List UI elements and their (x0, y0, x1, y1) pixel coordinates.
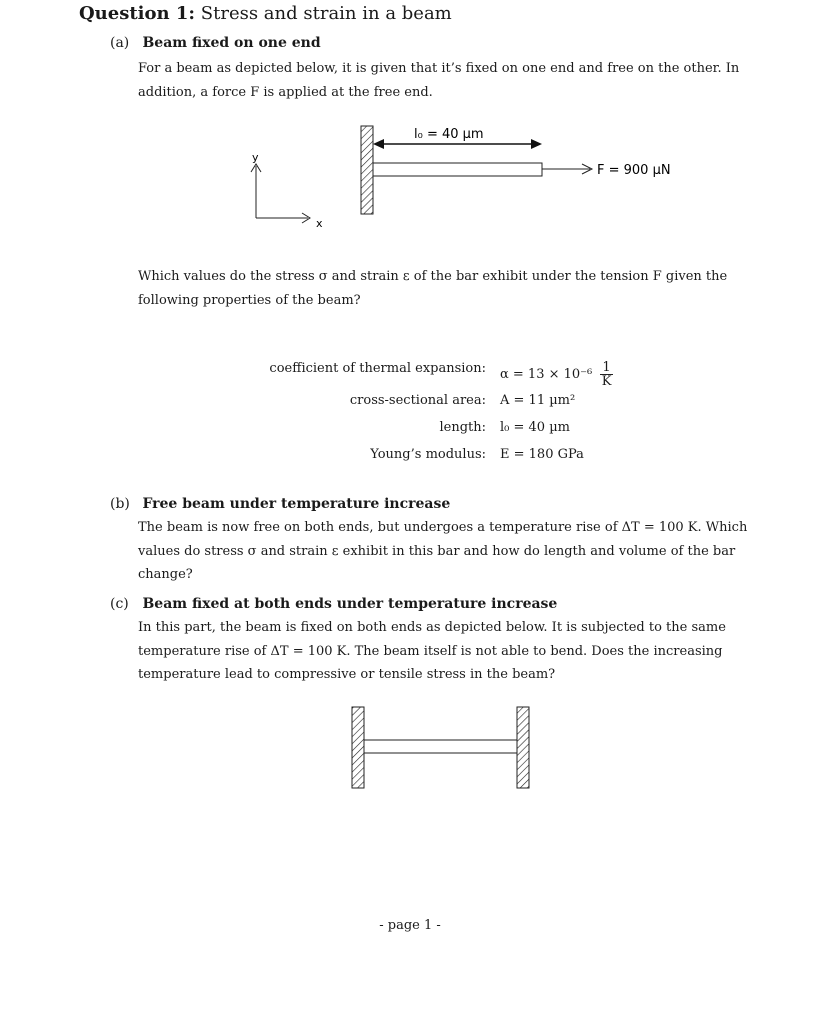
part-a-line-1: For a beam as depicted below, it is given that it’s fixed on one end and free on the other. In (138, 61, 740, 76)
part-a-intro (138, 57, 778, 104)
part-c-line-1: In this part, the beam is fixed on both ends as depicted below. It is subjected to the same (138, 620, 726, 635)
property-value: l₀ = 40 µm (500, 420, 570, 435)
part-c-line-2: temperature rise of ΔT = 100 K. The beam itself is not able to bend. Does the increasing (138, 643, 723, 659)
part-c-text (138, 616, 778, 687)
question-title-text: Stress and strain in a beam (200, 3, 452, 24)
part-c-title: Beam fixed at both ends under temperature increase (142, 596, 558, 612)
part-a-label: (a) (110, 35, 130, 51)
property-value (500, 361, 613, 388)
unit-numerator: 1 (602, 360, 611, 375)
part-b-line-3: change? (138, 567, 193, 582)
part-a-title: Beam fixed on one end (142, 35, 321, 51)
force-label: F = 900 µN (597, 163, 671, 178)
beam (364, 740, 517, 753)
part-b-line-2: values do stress σ and strain ε exhibit in this bar and how do length and volume of the bar (138, 543, 736, 559)
part-c-line-3: temperature lead to compressive or tensile stress in the beam? (138, 667, 556, 682)
part-a-question-line-1: Which values do the stress σ and strain ε of the bar exhibit under the tension F given the (138, 269, 728, 284)
fixed-both-ends-figure (346, 700, 536, 796)
part-a-question-line-2: following properties of the beam? (138, 292, 361, 308)
property-label: Young’s modulus: (370, 447, 486, 462)
part-a-question (138, 265, 778, 312)
part-a-heading (110, 35, 321, 51)
question-title (79, 3, 452, 24)
property-value: E = 180 GPa (500, 447, 584, 462)
part-b-line-1: The beam is now free on both ends, but undergoes a temperature rise of ΔT = 100 K. Which (138, 520, 748, 535)
part-a-line-2: addition, a force F is applied at the free end. (138, 84, 433, 100)
property-label: cross-sectional area: (349, 393, 486, 408)
right-wall (517, 707, 529, 788)
part-b-text (138, 516, 778, 587)
length-dimension (373, 124, 542, 149)
unit-fraction (600, 361, 612, 388)
part-b-heading (110, 496, 450, 512)
property-value-text: α = 13 × 10⁻⁶ (500, 367, 593, 382)
length-label: l₀ = 40 µm (414, 127, 484, 142)
force-arrow (542, 163, 671, 178)
property-label: length: (439, 420, 486, 435)
fixed-wall (361, 126, 373, 214)
part-b-title: Free beam under temperature increase (142, 496, 451, 512)
part-b-label: (b) (110, 496, 130, 512)
coordinate-axes (251, 151, 323, 230)
unit-denominator: K (601, 374, 612, 389)
question-label: Question 1: (79, 3, 196, 24)
axis-y-label: y (252, 151, 259, 164)
beam (373, 163, 542, 176)
property-label: coefficient of thermal expansion: (269, 361, 486, 376)
page-number: - page 1 - (379, 918, 441, 933)
axis-x-label: x (316, 217, 323, 230)
part-c-heading (110, 596, 557, 612)
left-wall (352, 707, 364, 788)
cantilever-beam-figure (240, 118, 700, 238)
property-value: A = 11 µm² (500, 393, 576, 408)
part-c-label: (c) (110, 596, 129, 612)
